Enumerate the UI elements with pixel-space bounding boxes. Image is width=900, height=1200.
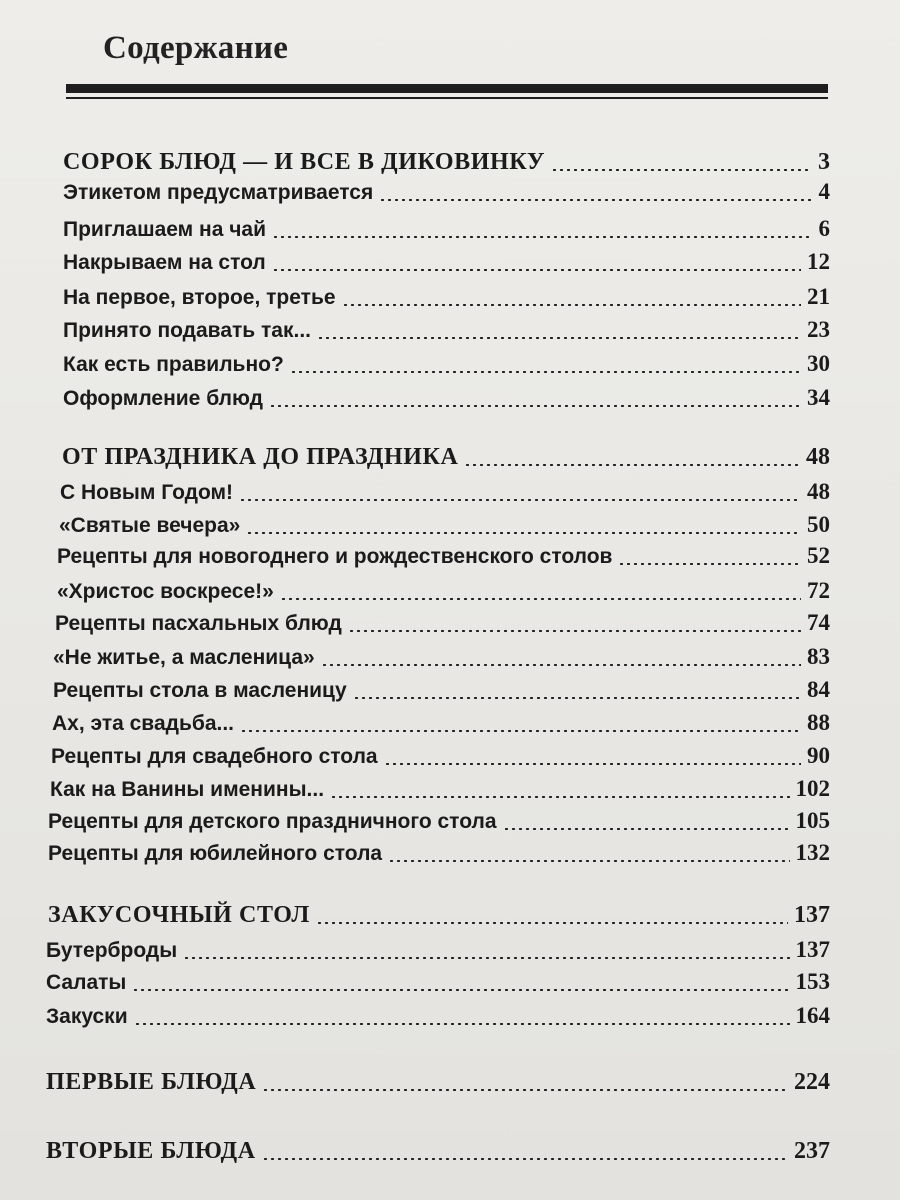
toc-item-row — [63, 213, 830, 245]
toc-item-title: «Христос воскресе!» — [57, 580, 274, 603]
dot-leader — [348, 630, 801, 632]
dot-leader — [272, 236, 812, 238]
toc-section-row — [63, 146, 830, 178]
dot-leader — [342, 304, 801, 306]
toc-section-title: ЗАКУСОЧНЫЙ СТОЛ — [48, 902, 310, 928]
toc-item-title: С Новым Годом! — [60, 481, 234, 504]
dot-leader — [240, 730, 801, 732]
toc-section-row — [48, 899, 830, 931]
dot-leader — [290, 371, 801, 373]
dot-leader — [551, 169, 812, 171]
toc-page-number: 237 — [794, 1138, 830, 1164]
page-title: Содержание — [103, 30, 289, 66]
toc-item-row — [63, 176, 830, 208]
dot-leader — [330, 796, 789, 798]
toc-item-title: Рецепты для свадебного стола — [51, 745, 378, 768]
toc-item-title: Как на Ванины именины... — [50, 778, 325, 801]
toc-section-title: ПЕРВЫЕ БЛЮДА — [46, 1069, 257, 1095]
dot-leader — [262, 1158, 788, 1160]
toc-item-row — [52, 707, 830, 739]
dot-leader — [272, 269, 801, 271]
toc-page-number: 21 — [807, 284, 830, 309]
toc-page-number: 90 — [807, 743, 830, 768]
dot-leader — [280, 598, 801, 600]
toc-page-number: 137 — [794, 902, 830, 928]
dot-leader — [464, 464, 800, 466]
dot-leader — [388, 860, 789, 862]
dot-leader — [183, 957, 789, 959]
toc-page-number: 224 — [794, 1069, 830, 1095]
dot-leader — [239, 499, 801, 501]
toc-item-row — [59, 509, 830, 541]
toc-item-row — [46, 966, 830, 998]
toc-item-row — [51, 740, 830, 772]
toc-page-number: 102 — [795, 776, 830, 801]
toc-page-number: 3 — [818, 149, 830, 175]
toc-item-row — [46, 934, 830, 966]
toc-item-row — [48, 805, 830, 837]
dot-leader — [134, 1023, 790, 1025]
toc-page-number: 23 — [807, 317, 830, 342]
dot-leader — [269, 405, 801, 407]
toc-section-row — [62, 441, 830, 473]
toc-item-title: Рецепты для детского праздничного стола — [48, 810, 497, 833]
toc-item-row — [60, 476, 830, 508]
toc-item-title: Приглашаем на чай — [63, 218, 267, 241]
toc-page-number: 48 — [807, 479, 830, 504]
dot-leader — [316, 922, 788, 924]
dot-leader — [246, 532, 801, 534]
toc-page-number: 12 — [807, 249, 830, 274]
toc-item-title: На первое, второе, третье — [63, 286, 336, 309]
toc-item-title: Принято подавать так... — [63, 319, 312, 342]
toc-item-title: Рецепты для новогоднего и рождественского столов — [57, 545, 613, 568]
toc-page-number: 30 — [807, 351, 830, 376]
toc-item-row — [57, 575, 830, 607]
toc-page-number: 83 — [807, 644, 830, 669]
dot-leader — [379, 199, 812, 201]
toc-item-title: Закуски — [46, 1005, 128, 1028]
toc-page-number: 34 — [807, 385, 830, 410]
dot-leader — [262, 1089, 788, 1091]
toc-item-title: Салаты — [46, 971, 127, 994]
toc-page-number: 137 — [795, 937, 830, 962]
toc-page-number: 164 — [795, 1003, 830, 1028]
toc-item-row — [50, 773, 830, 805]
toc-section-title: СОРОК БЛЮД — И ВСЕ В ДИКОВИНКУ — [63, 149, 546, 175]
toc-item-title: Накрываем на стол — [63, 251, 266, 274]
dot-leader — [618, 563, 801, 565]
toc-page-number: 50 — [807, 512, 830, 537]
toc-item-title: Как есть правильно? — [63, 353, 284, 376]
toc-section-title: ОТ ПРАЗДНИКА ДО ПРАЗДНИКА — [62, 444, 459, 470]
toc-item-title: Ах, эта свадьба... — [52, 712, 235, 735]
toc-item-title: «Святые вечера» — [59, 514, 241, 537]
toc-item-row — [46, 1000, 830, 1032]
toc-page-number: 52 — [807, 543, 830, 568]
toc-item-row — [63, 281, 830, 313]
toc-item-title: «Не житье, а масленица» — [53, 646, 315, 669]
dot-leader — [132, 989, 789, 991]
toc-section-row — [46, 1066, 830, 1098]
toc-item-row — [55, 607, 830, 639]
toc-item-title: Бутерброды — [46, 939, 178, 962]
toc-page-number: 74 — [807, 610, 830, 635]
toc-item-title: Рецепты для юбилейного стола — [48, 842, 383, 865]
toc-page-number: 48 — [806, 444, 830, 470]
dot-leader — [353, 697, 801, 699]
toc-item-title: Рецепты стола в масленицу — [53, 679, 347, 702]
toc-item-row — [53, 641, 830, 673]
toc-page-number: 105 — [795, 808, 830, 833]
dot-leader — [317, 337, 801, 339]
toc-section-title: ВТОРЫЕ БЛЮДА — [46, 1138, 256, 1164]
toc-item-row — [63, 314, 830, 346]
toc-page-number: 72 — [807, 578, 830, 603]
dot-leader — [384, 763, 801, 765]
dot-leader — [321, 664, 801, 666]
toc-page-number: 132 — [795, 840, 830, 865]
toc-page-number: 4 — [818, 179, 830, 204]
toc-item-title: Рецепты пасхальных блюд — [55, 612, 342, 635]
toc-item-row — [63, 348, 830, 380]
toc-section-row — [46, 1135, 830, 1167]
toc-page-number: 88 — [807, 710, 830, 735]
toc-item-title: Оформление блюд — [63, 387, 263, 410]
toc-item-row — [53, 674, 830, 706]
toc-page-number: 84 — [807, 677, 830, 702]
toc-item-row — [57, 540, 830, 572]
dot-leader — [503, 828, 790, 830]
toc-page-number: 153 — [795, 969, 830, 994]
toc-page-number: 6 — [818, 216, 830, 241]
toc-item-row — [63, 382, 830, 414]
toc-item-row — [48, 837, 830, 869]
toc-item-row — [63, 246, 830, 278]
toc-item-title: Этикетом предусматривается — [63, 181, 374, 204]
